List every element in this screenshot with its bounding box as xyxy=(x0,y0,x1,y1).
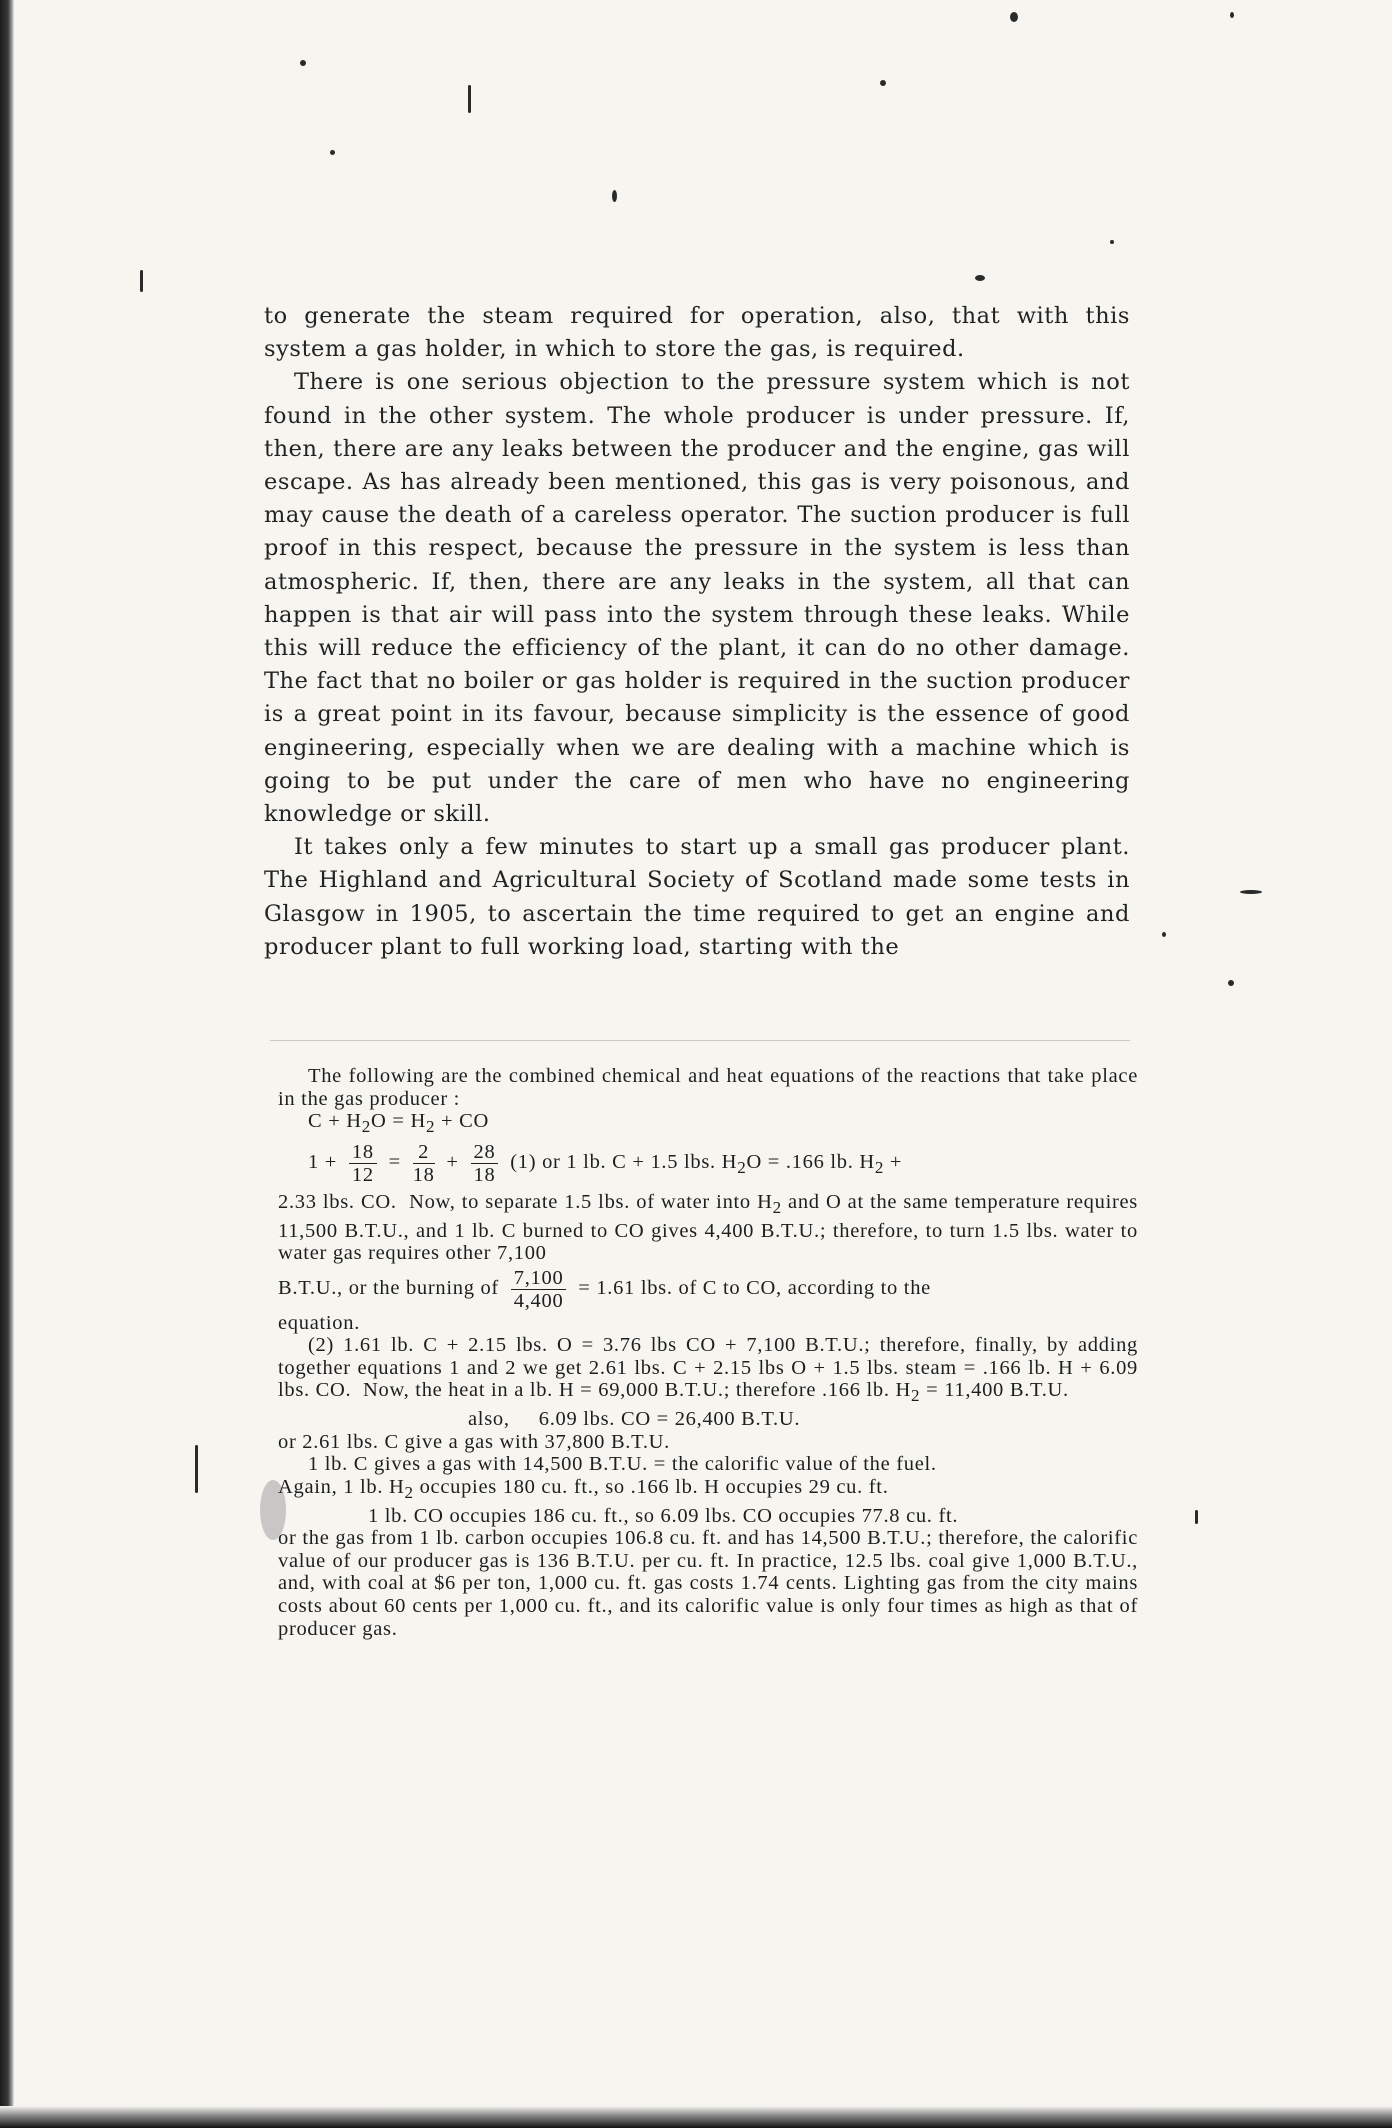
fraction: $\frac{2}{18}$ xyxy=(412,1140,435,1186)
footnote-line: B.T.U., or the burning of $\frac{7,100}{4,400}$ = 1.61 lbs. of C to CO, according to the xyxy=(278,1266,931,1312)
footnote-block xyxy=(278,1065,1138,1640)
scan-speck xyxy=(468,85,471,113)
scan-speck xyxy=(1240,890,1262,894)
scan-speck xyxy=(612,190,617,202)
scan-speck xyxy=(300,60,306,66)
footnote-line: The following are the combined chemical and heat equations of the reactions that take place in the gas producer : xyxy=(278,1065,1138,1110)
section-divider xyxy=(270,1040,1130,1041)
page-bottom-edge xyxy=(0,2106,1392,2128)
equation-line: $C + H_2O = H_2$ + CO xyxy=(308,1110,490,1137)
footnote-line: also, 6.09 lbs. CO = 26,400 B.T.U. xyxy=(468,1408,801,1431)
equation-line: 1 + $\frac{18}{12}$ = $\frac{2}{18}$ + $\frac{28}{18}$ (1) or 1 lb. C + 1.5 lbs. $H_2O = .166$ lb. $H_2$ + xyxy=(308,1140,903,1186)
fraction: $\frac{18}{12}$ xyxy=(349,1141,377,1186)
scan-speck xyxy=(1230,12,1234,18)
scan-speck xyxy=(1110,240,1114,244)
footnote-line: or 2.61 lbs. C give a gas with 37,800 B.T.U. xyxy=(278,1430,670,1453)
paragraph: to generate the steam required for operation, also, that with this system a gas holder, in which to store the gas, is required. xyxy=(264,303,1130,363)
paragraph: It takes only a few minutes to start up a small gas producer plant. The Highland and Agricultural Society of Scotland made some tests in Glasgow in 1905, to ascertain the time required to get an engine and producer plant to full working load, starting with the xyxy=(264,834,1130,960)
footnote-line: 1 lb. CO occupies 186 cu. ft., so 6.09 lbs. CO occupies 77.8 cu. ft. xyxy=(368,1504,959,1527)
footnote-line: (2) 1.61 lb. C + 2.15 lbs. O = 3.76 lbs CO + 7,100 B.T.U.; therefore, finally, by adding together equations 1 and 2 we get 2.61 lbs. C + 2.15 lbs O + 1.5 lbs. steam = .166 lb. H + 6.09 lbs. CO. Now, the heat in a lb. H = 69,000 B.T.U.; therefore .166 lb. $H_2 = 11,400$ B.T.U. xyxy=(278,1334,1138,1406)
scan-speck xyxy=(880,80,886,86)
footnote-line: or the gas from 1 lb. carbon occupies 106.8 cu. ft. and has 14,500 B.T.U.; therefore, the calorific value of our producer gas is 136 B.T.U. per cu. ft. In practice, 12.5 lbs. coal give 1,000 B.T.U., and, with coal at $6 per ton, 1,000 cu. ft. gas costs 1.74 cents. Lighting gas from the city mains costs about 60 cents per 1,000 cu. ft., and its calorific value is only four times as high as that of producer gas. xyxy=(278,1527,1138,1640)
paragraph: There is one serious objection to the pressure system which is not found in the other system. The whole producer is under pressure. If, then, there are any leaks between the producer and the engine, gas will escape. As has already been mentioned, this gas is very poisonous, and may cause the death of a careless operator. The suction producer is full proof in this respect, because the pressure in the system is less than atmospheric. If, then, there are any leaks in the system, all that can happen is that air will pass into the system through these leaks. While this will reduce the efficiency of the plant, it can do no other damage. The fact that no boiler or gas holder is required in the suction producer is a great point in its favour, because simplicity is the essence of good engineering, especially when we are dealing with a machine which is going to be put under the care of men who have no engineering knowledge or skill. xyxy=(264,369,1130,828)
main-text-block xyxy=(264,300,1130,964)
footnote-line: 1 lb. C gives a gas with 14,500 B.T.U. = the calorific value of the fuel. xyxy=(308,1453,937,1476)
scan-speck xyxy=(1228,980,1234,986)
footnote-line: Again, 1 lb. $H_2$ occupies 180 cu. ft., so .166 lb. H occupies 29 cu. ft. xyxy=(278,1475,889,1502)
scan-speck xyxy=(195,1445,198,1493)
scan-speck xyxy=(140,270,143,292)
scan-speck xyxy=(330,150,335,155)
fraction: $\frac{28}{18}$ xyxy=(471,1141,499,1186)
scan-speck xyxy=(1195,1510,1198,1524)
footnote-line: equation. xyxy=(278,1311,361,1334)
footnote-line: 2.33 lbs. CO. Now, to separate 1.5 lbs. of water into $H_2$ and O at the same temperature requires 11,500 B.T.U., and 1 lb. C burned to CO gives 4,400 B.T.U.; therefore, to turn 1.5 lbs. water to water gas requires other 7,100 xyxy=(278,1190,1138,1265)
fraction: $\frac{7,100}{4,400}$ xyxy=(511,1267,567,1312)
scan-speck xyxy=(1010,12,1018,22)
scan-speck xyxy=(975,275,985,281)
scan-speck xyxy=(1162,932,1166,937)
binding-edge xyxy=(0,0,14,2128)
